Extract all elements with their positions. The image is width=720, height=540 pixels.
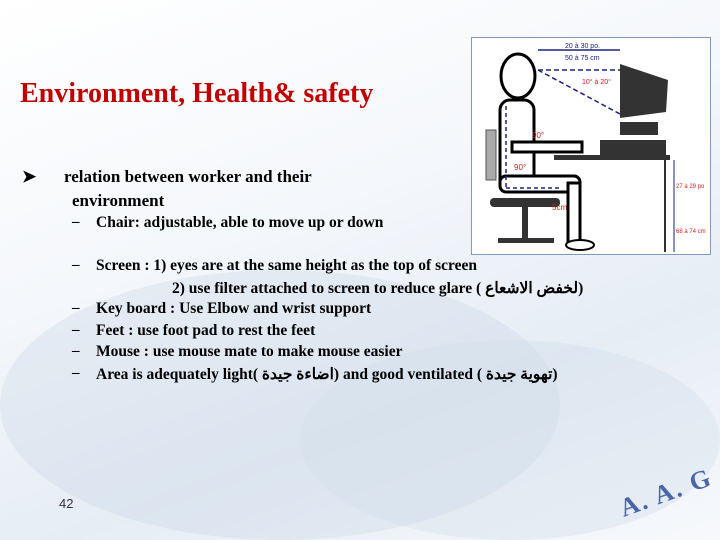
bullet-text-cont: environment xyxy=(72,191,165,210)
dash-icon: – xyxy=(72,214,80,230)
figure-distance-in: 20 à 30 po. xyxy=(565,43,601,50)
dash-icon: – xyxy=(72,300,80,316)
arrow-bullet-icon: ➤ xyxy=(22,167,37,186)
figure-distance-cm: 50 à 75 cm xyxy=(565,55,600,62)
sub-item: Screen : 1) eyes are at the same height as the top of screen xyxy=(96,257,477,274)
figure-hip-angle: 90° xyxy=(514,163,527,172)
sub-item-cont: 2) use filter attached to screen to reduce glare ( لخفض الاشعاع) xyxy=(172,280,584,297)
sub-item: Mouse : use mouse mate to make mouse easier xyxy=(96,343,403,360)
figure-height-in: 27 à 29 po xyxy=(676,184,705,190)
watermark: A. A. G xyxy=(615,462,717,523)
sub-item: Key board : Use Elbow and wrist support xyxy=(96,300,372,317)
bullet-text: relation between worker and their xyxy=(64,167,312,186)
dash-icon: – xyxy=(72,322,80,338)
ergonomics-figure xyxy=(471,37,711,255)
figure-height-cm: 68 à 74 cm xyxy=(676,229,706,235)
slide-title: Environment, Health& safety xyxy=(20,78,374,109)
dash-icon: – xyxy=(72,365,80,381)
figure-seat: 5cm xyxy=(552,203,568,212)
figure-elbow-angle: 90° xyxy=(532,131,545,140)
page-number: 42 xyxy=(59,496,74,511)
dash-icon: – xyxy=(72,257,80,273)
sub-item: Area is adequately light( اضاءة جيدة) and good ventilated ( تهوية جيدة) xyxy=(96,366,558,383)
dash-icon: – xyxy=(72,343,80,359)
figure-angle: 10° à 20° xyxy=(582,79,611,86)
sub-item: Chair: adjustable, able to move up or down xyxy=(96,214,384,231)
sub-item: Feet : use foot pad to rest the feet xyxy=(96,322,316,339)
